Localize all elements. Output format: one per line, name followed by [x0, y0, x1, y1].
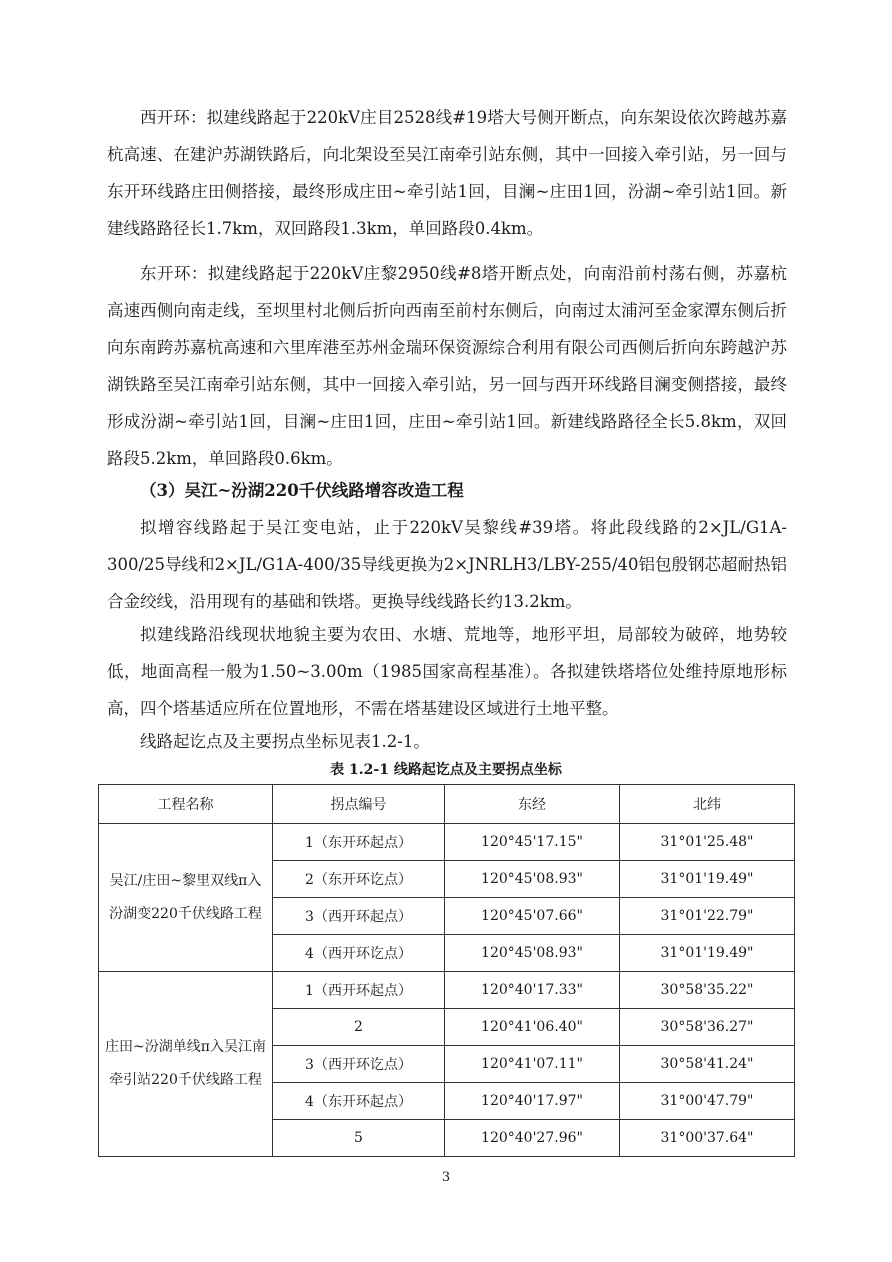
- page-number: 3: [441, 1170, 451, 1185]
- section-heading: （3）吴江~汾湖220千伏线路增容改造工程: [140, 481, 464, 500]
- longitude-cell: 120°41'07.11": [445, 1046, 620, 1083]
- longitude-cell: 120°40'17.33": [445, 972, 620, 1009]
- paragraph-table-ref: 线路起讫点及主要拐点坐标见表1.2-1。: [140, 732, 430, 751]
- project-name-cell: 吴江/庄田~黎里双线π入汾湖变220千伏线路工程: [99, 824, 273, 972]
- header-project-name: 工程名称: [99, 785, 273, 824]
- point-number-cell: 3（西开环讫点）: [273, 1046, 445, 1083]
- longitude-cell: 120°41'06.40": [445, 1009, 620, 1046]
- point-number-cell: 2（东开环讫点）: [273, 861, 445, 898]
- latitude-cell: 31°01'25.48": [620, 824, 795, 861]
- point-number-cell: 1（西开环起点）: [273, 972, 445, 1009]
- latitude-cell: 30°58'41.24": [620, 1046, 795, 1083]
- paragraph-east-loop: 东开环：拟建线路起于220kV庄黎2950线#8塔开断点处，向南沿前村荡右侧，苏嘉杭高速西侧向南走线，至坝里村北侧后折向西南至前村东侧后，向南过太浦河至金家潭东侧后折向东南跨苏嘉杭高速和六里库港至苏州金瑞环保资源综合利用有限公司西侧后折向东跨越沪苏湖铁路至吴江南牵引站东侧，其中一回接入牵引站，另一回与西开环线路目澜变侧搭接，最终形成汾湖~牵引站1回，目澜~庄田1回，庄田~牵引站1回。新建线路路径全长5.8km，双回路段5.2km，单回路段0.6km。: [107, 264, 787, 468]
- coordinates-table: [98, 784, 795, 1157]
- project-name-cell: 庄田~汾湖单线π入吴江南牵引站220千伏线路工程: [99, 972, 273, 1157]
- point-number-cell: 1（东开环起点）: [273, 824, 445, 861]
- paragraph-capacity-upgrade: 拟增容线路起于吴江变电站，止于220kV吴黎线#39塔。将此段线路的2×JL/G1A-300/25导线和2×JL/G1A-400/35导线更换为2×JNRLH3/LBY-255/40铝包殷钢芯超耐热铝合金绞线，沿用现有的基础和铁塔。更换导线线路长约13.2km。: [107, 518, 787, 611]
- paragraph-west-loop: 西开环：拟建线路起于220kV庄目2528线#19塔大号侧开断点，向东架设依次跨越苏嘉杭高速、在建沪苏湖铁路后，向北架设至吴江南牵引站东侧，其中一回接入牵引站，另一回与东开环线路庄田侧搭接，最终形成庄田~牵引站1回，目澜~庄田1回，汾湖~牵引站1回。新建线路路径长1.7km，双回路段1.3km，单回路段0.4km。: [107, 108, 787, 238]
- latitude-cell: 31°00'37.64": [620, 1120, 795, 1157]
- longitude-cell: 120°40'27.96": [445, 1120, 620, 1157]
- header-point-number: 拐点编号: [273, 785, 445, 824]
- header-longitude: 东经: [445, 785, 620, 824]
- latitude-cell: 31°01'22.79": [620, 898, 795, 935]
- table-header-row: [99, 785, 795, 824]
- point-number-cell: 2: [273, 1009, 445, 1046]
- header-latitude: 北纬: [620, 785, 795, 824]
- longitude-cell: 120°45'08.93": [445, 935, 620, 972]
- latitude-cell: 31°01'19.49": [620, 935, 795, 972]
- table-row: [99, 824, 795, 861]
- latitude-cell: 30°58'35.22": [620, 972, 795, 1009]
- latitude-cell: 30°58'36.27": [620, 1009, 795, 1046]
- point-number-cell: 3（西开环起点）: [273, 898, 445, 935]
- table-caption: 表 1.2-1 线路起讫点及主要拐点坐标: [330, 762, 562, 778]
- point-number-cell: 5: [273, 1120, 445, 1157]
- table-row: [99, 972, 795, 1009]
- point-number-cell: 4（西开环讫点）: [273, 935, 445, 972]
- latitude-cell: 31°01'19.49": [620, 861, 795, 898]
- longitude-cell: 120°45'17.15": [445, 824, 620, 861]
- point-number-cell: 4（东开环起点）: [273, 1083, 445, 1120]
- longitude-cell: 120°45'07.66": [445, 898, 620, 935]
- longitude-cell: 120°45'08.93": [445, 861, 620, 898]
- latitude-cell: 31°00'47.79": [620, 1083, 795, 1120]
- paragraph-terrain: 拟建线路沿线现状地貌主要为农田、水塘、荒地等，地形平坦，局部较为破碎，地势较低，地面高程一般为1.50~3.00m（1985国家高程基准）。各拟建铁塔塔位处维持原地形标高，四个塔基适应所在位置地形，不需在塔基建设区域进行土地平整。: [107, 625, 787, 718]
- longitude-cell: 120°40'17.97": [445, 1083, 620, 1120]
